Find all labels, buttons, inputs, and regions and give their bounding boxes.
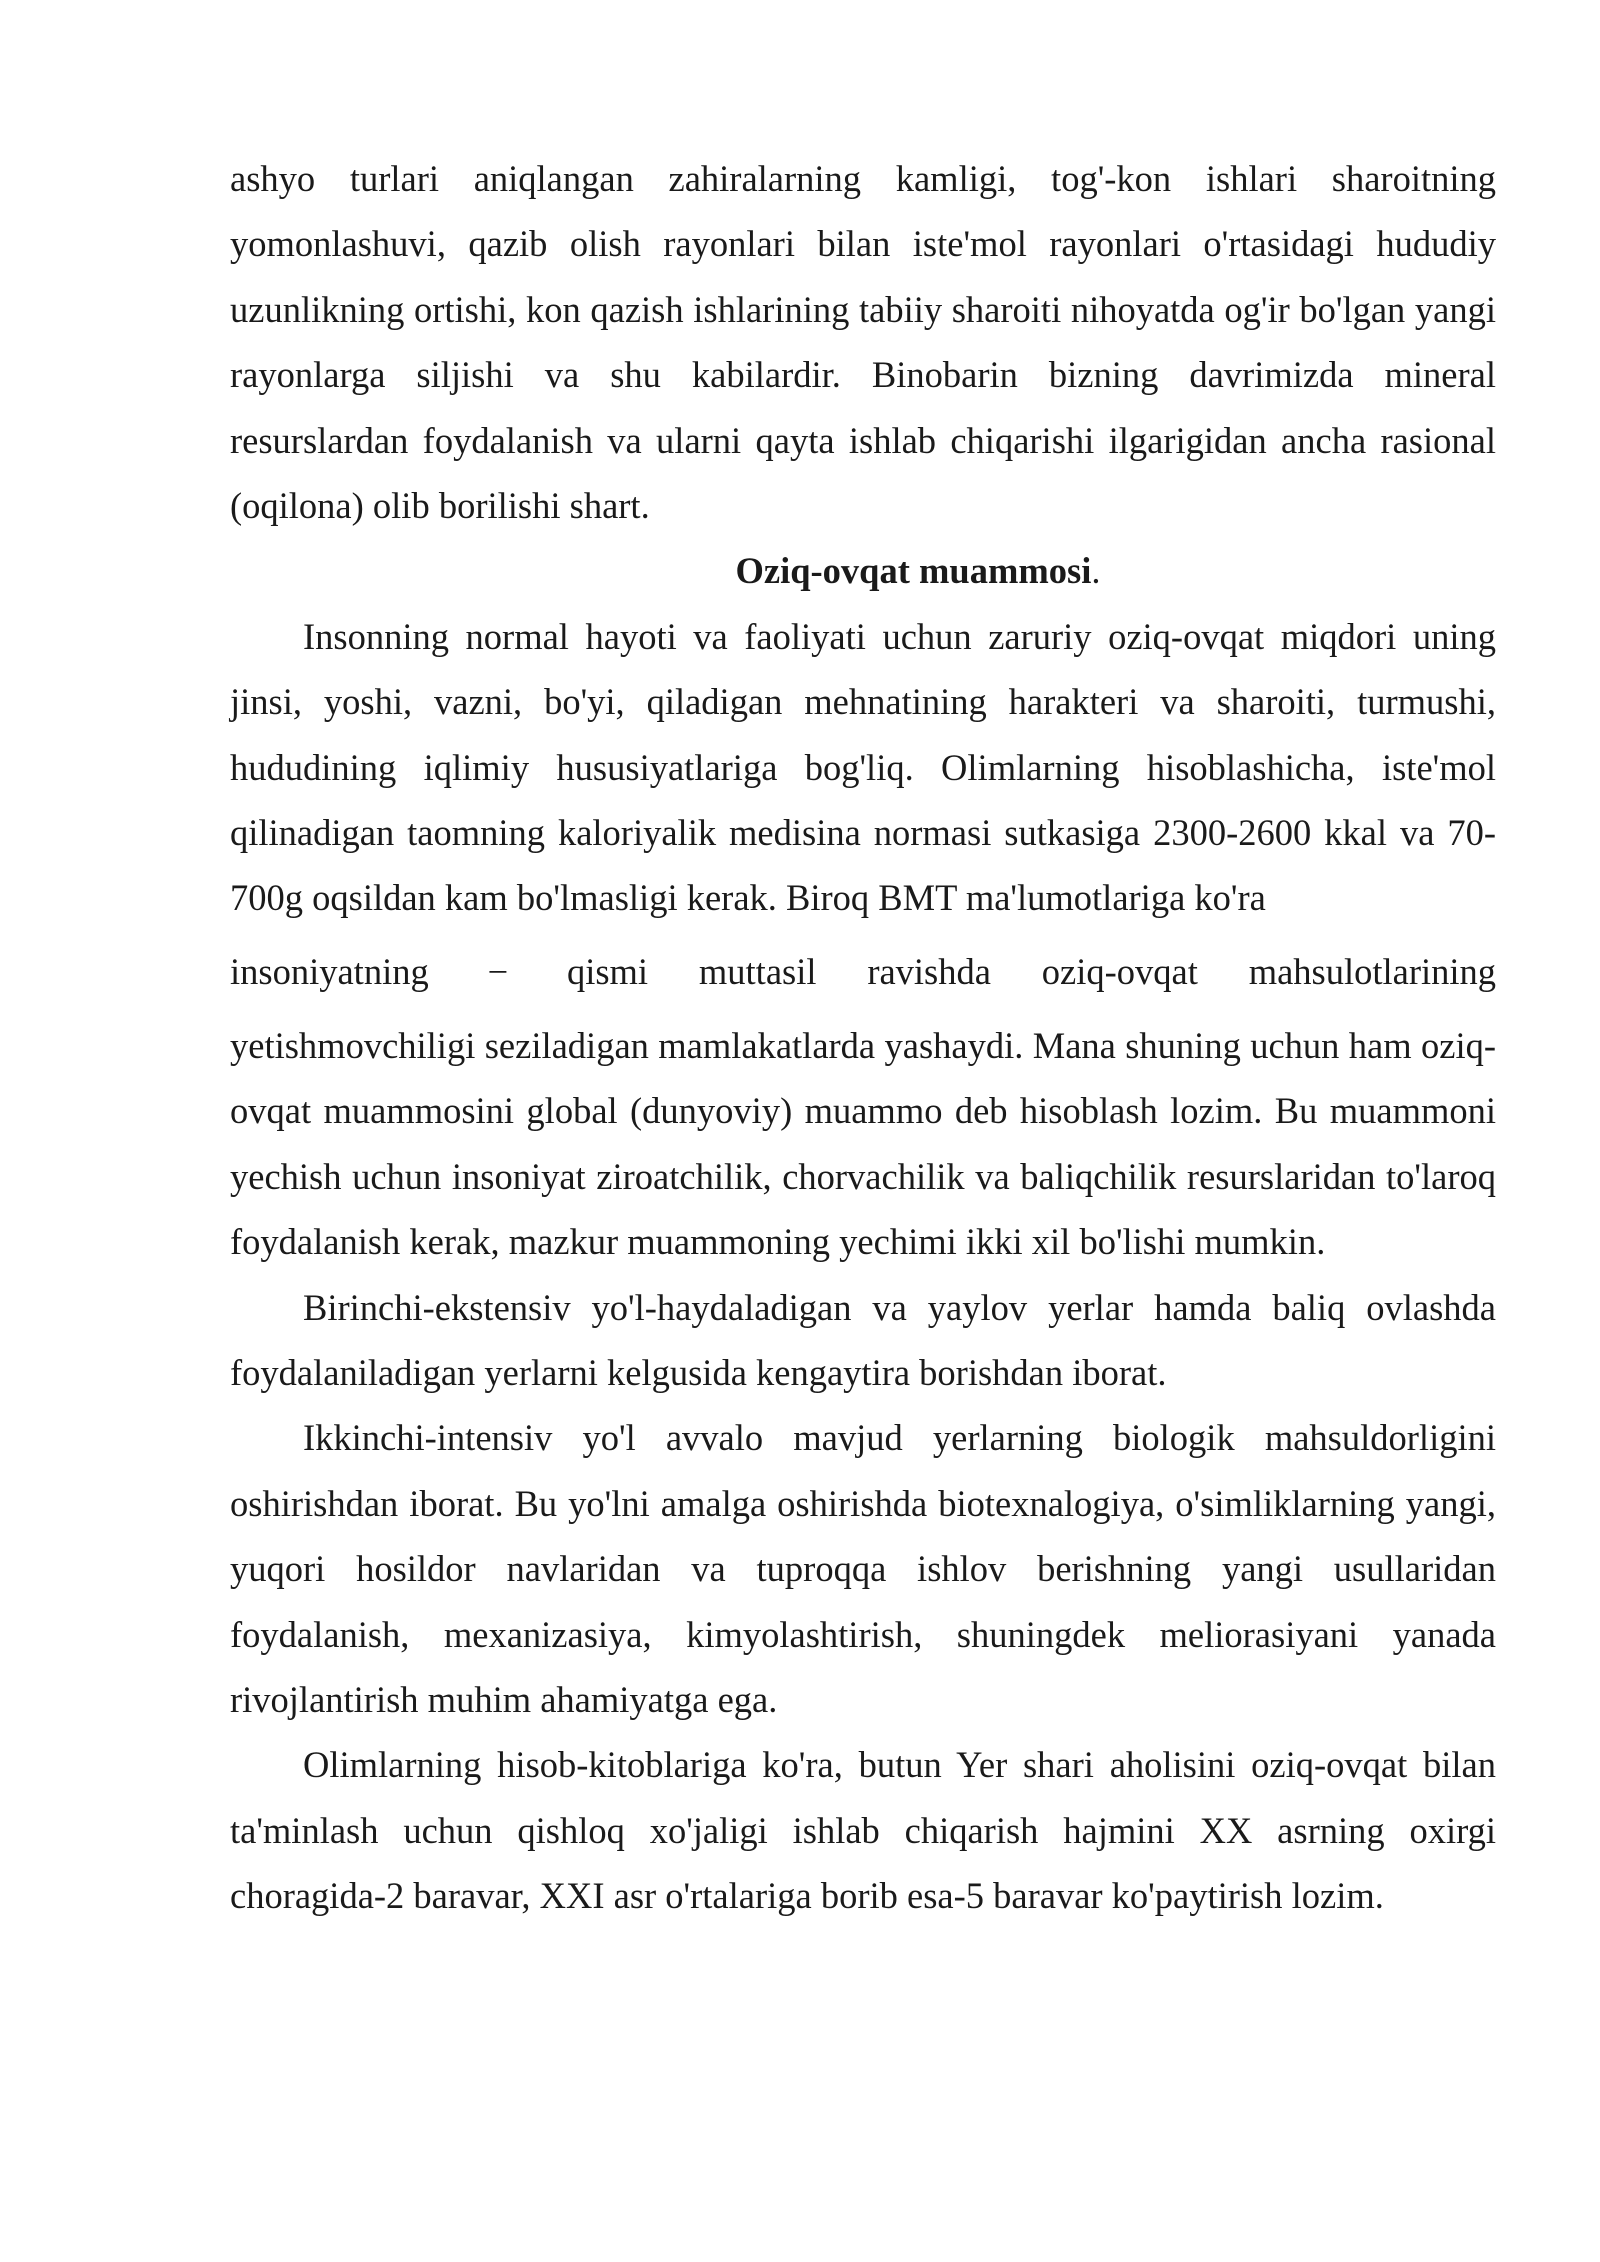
paragraph-mineral-resources: ashyo turlari aniqlangan zahiralarning kamligi, tog'-kon ishlari sharoitning yomonlashuvi, qazib olish rayonlari bilan iste'mol rayonlari o'rtasidagi hududiy uzunlikning ortishi, kon qazish ishlarining tabiiy sharoiti nihoyatda og'ir bo'lgan yangi rayonlarga siljishi va shu kabilardir. Binobarin bizning davrimizda mineral resurslardan foydalanish va ularni qayta ishlab chiqarishi ilgarigidan ancha rasional (oqilona) olib borilishi shart.	[230, 158, 1496, 527]
section-heading	[230, 538, 1496, 603]
formula-word: qismi	[566, 950, 649, 992]
formula-word: muttasil	[698, 950, 817, 992]
paragraph-food-norms: Insonning normal hayoti va faoliyati uchun zaruriy oziq-ovqat miqdori uning jinsi, yoshi, vazni, bo'yi, qiladigan mehnatining harakteri va sharoiti, turmushi, hududining iqlimiy hususiyatlariga bog'liq. Olimlarning hisoblashicha, iste'mol qilinadigan taomning kaloriyalik medisina normasi sutkasiga 2300-2600 kkal va 70-700g oqsildan kam bo'lmasligi kerak. Biroq BMT ma'lumotlariga ko'ra	[230, 615, 1496, 919]
formula-word: oziq-ovqat	[1041, 950, 1198, 992]
minus-sign: −	[487, 950, 509, 992]
paragraph-global-problem: yetishmovchiligi seziladigan mamlakatlarda yashaydi. Mana shuning uchun ham oziq-ovqat muammosini global (dunyoviy) muammo deb hisoblash lozim. Bu muammoni yechish uchun insoniyat ziroatchilik, chorvachilik va baliqchilik resurslaridan to'laroq foydalanish kerak, mazkur muammoning yechimi ikki xil bo'lishi mumkin.	[230, 1024, 1496, 1263]
paragraph-calculations: Olimlarning hisob-kitoblariga ko'ra, butun Yer shari aholisini oziq-ovqat bilan ta'minlash uchun qishloq xo'jaligi ishlab chiqarish hajmini XX asrning oxirgi choragida-2 baravar, XXI asr o'rtalariga borib esa-5 baravar ko'paytirish lozim.	[230, 1744, 1496, 1917]
section-heading-dot: .	[1091, 550, 1101, 592]
paragraph-extensive-path: Birinchi-ekstensiv yo'l-haydaladigan va yaylov yerlar hamda baliq ovlashda foydalaniladigan yerlarni kelgusida kengaytira borishdan iborat.	[230, 1286, 1496, 1393]
section-heading-text: Oziq-ovqat muammosi	[735, 550, 1092, 592]
formula-word: ravishda	[867, 950, 991, 992]
paragraph-intensive-path: Ikkinchi-intensiv yo'l avvalo mavjud yerlarning biologik mahsuldorligini oshirishdan iborat. Bu yo'lni amalga oshirishda biotexnalogiya, o'simliklarning yangi, yuqori hosildor navlaridan va tuproqqa ishlov berishning yangi usullaridan foydalanish, mexanizasiya, kimyolashtirish, shuningdek meliorasiyani yanada rivojlantirish muhim ahamiyatga ega.	[230, 1417, 1496, 1720]
formula-word: mahsulotlarining	[1248, 950, 1497, 992]
document-body	[230, 146, 1496, 1929]
paragraph-formula-line	[230, 931, 1496, 1013]
formula-word: insoniyatning	[230, 950, 429, 992]
